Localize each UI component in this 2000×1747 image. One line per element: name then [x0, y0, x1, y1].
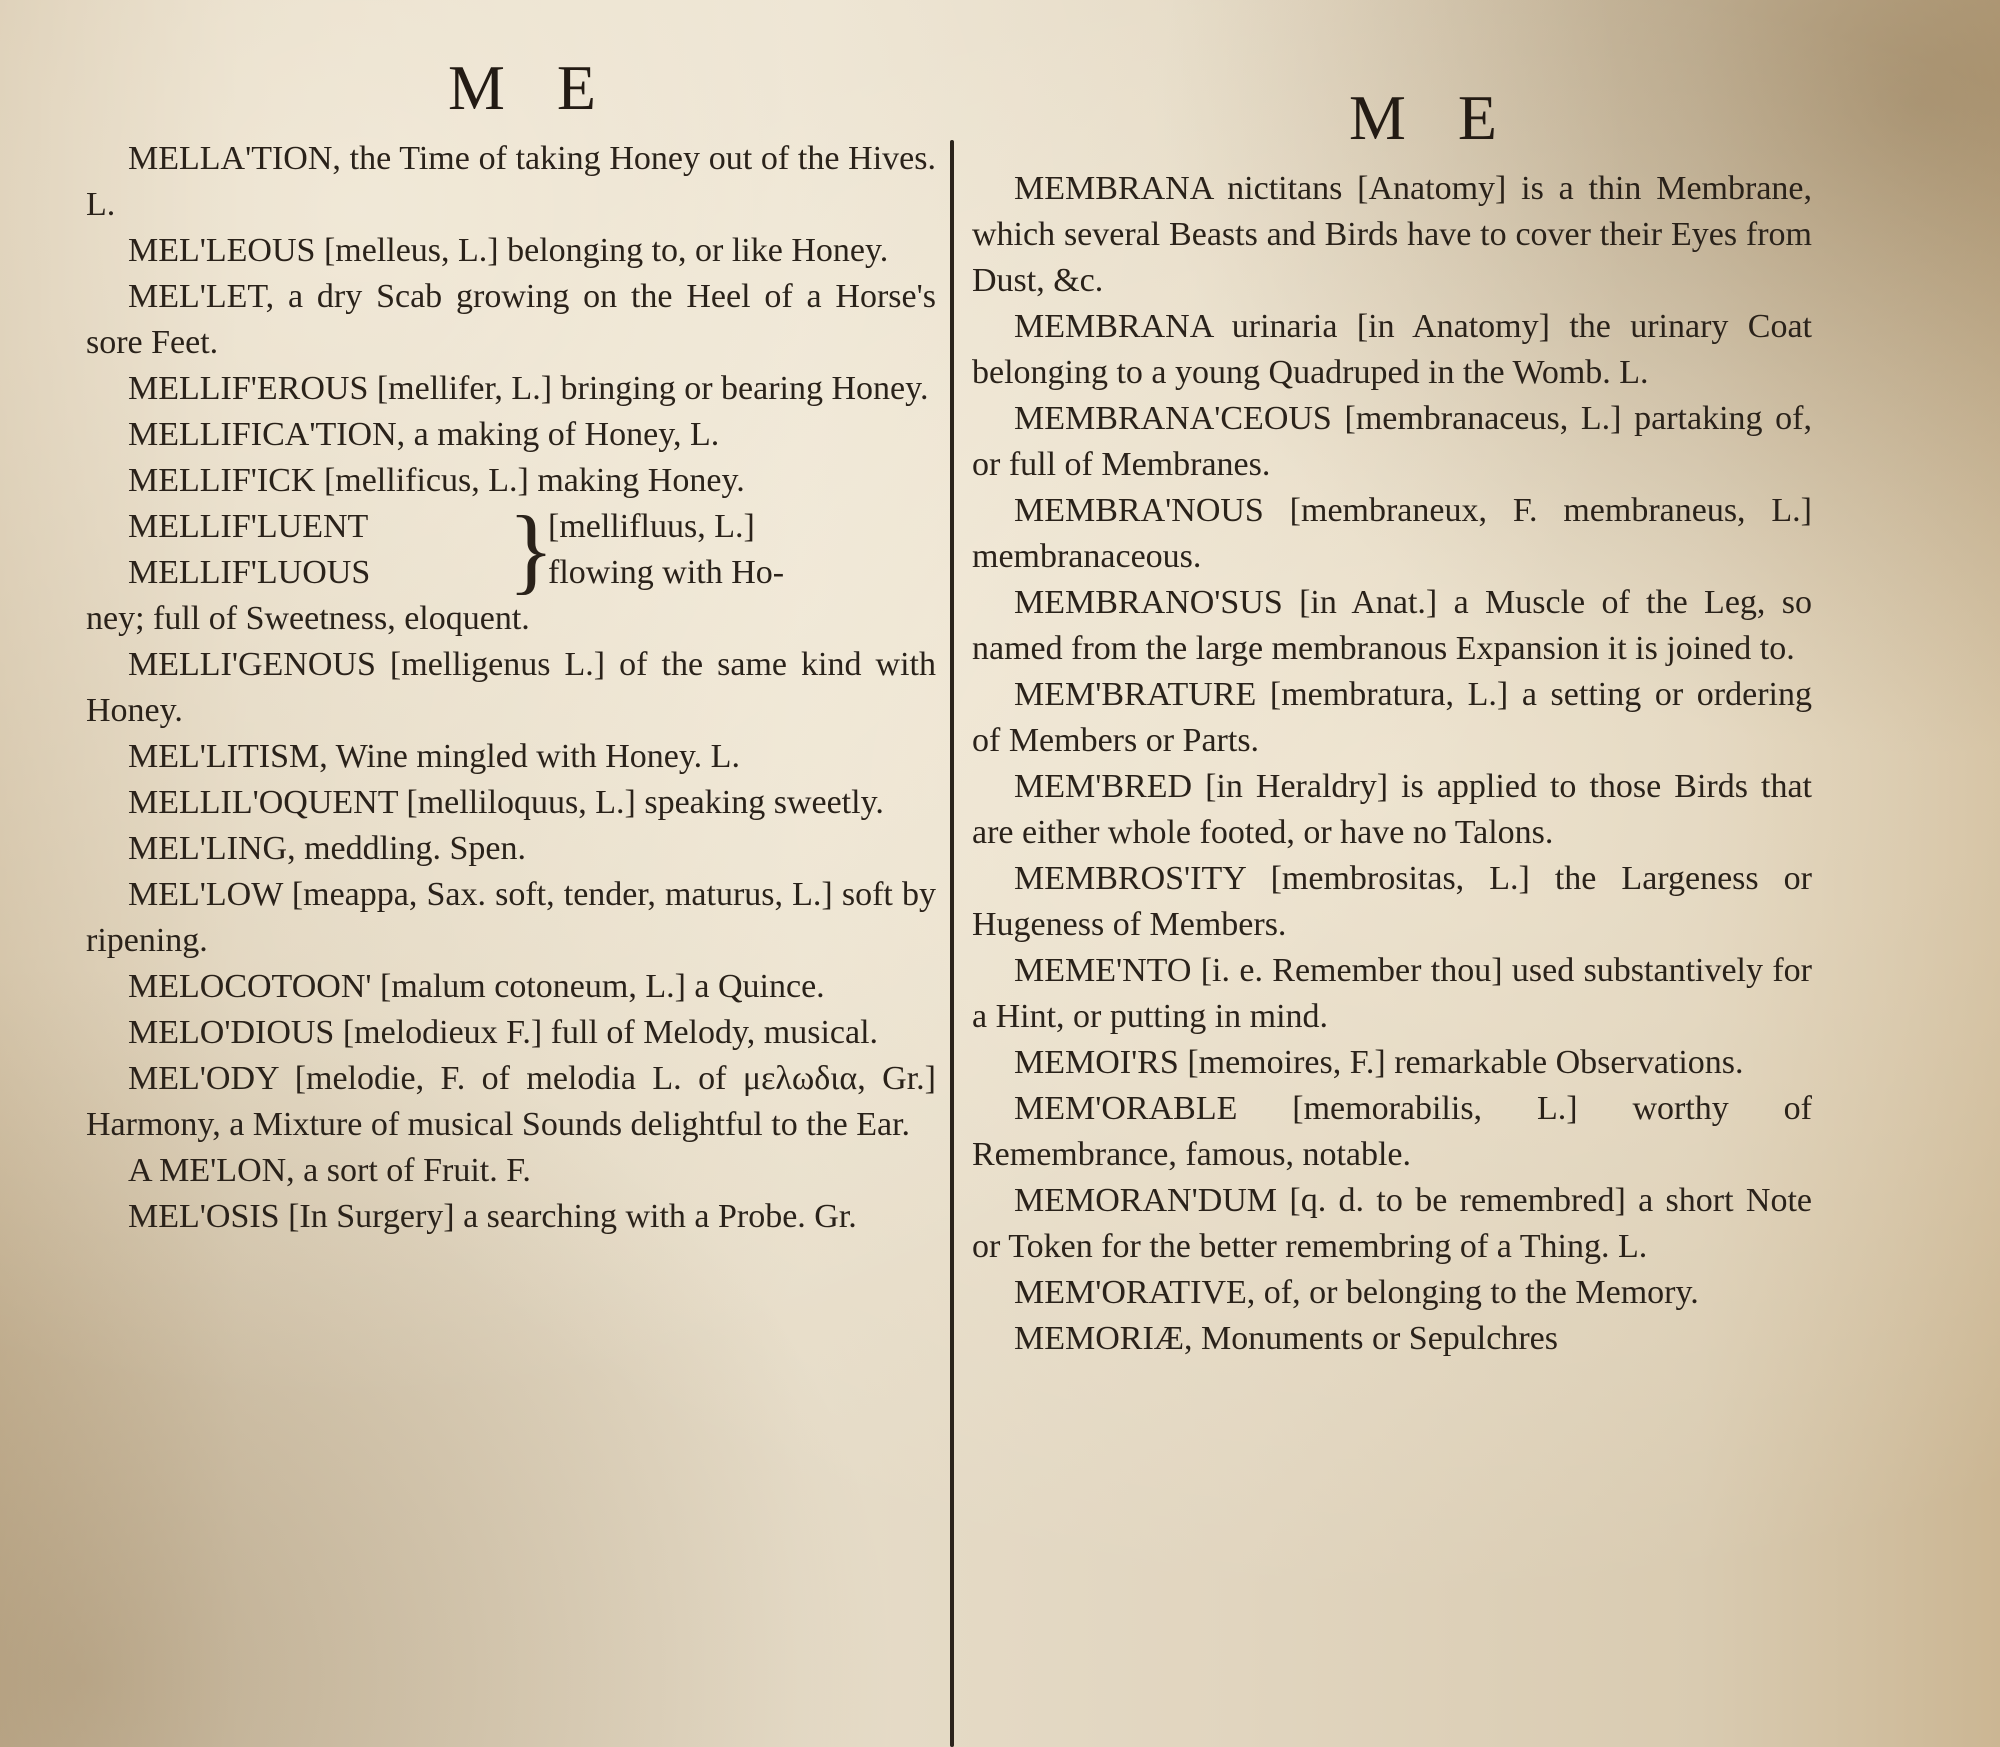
dictionary-entry: MEL'LING, meddling. Spen. [128, 830, 527, 867]
braced-definition-tail: ney; full of Sweetness, eloquent. [86, 600, 530, 637]
left-entries-b [86, 642, 936, 1240]
column-divider [950, 140, 954, 1747]
definition-line: [mellifluus, L.] [548, 508, 755, 545]
right-running-head: M E [1349, 82, 1515, 153]
dictionary-entry: MEMORIÆ, Monuments or Sepulchres [1014, 1320, 1558, 1357]
dictionary-entry: MEME'NTO [i. e. Remember thou] used substantively for a Hint, or putting in mind. [972, 952, 1812, 1035]
right-entries [972, 166, 1812, 1362]
dictionary-entry: MEL'ODY [melodie, F. of melodia L. of μελωδια, Gr.] Harmony, a Mixture of musical Sounds delightful to the Ear. [86, 1060, 936, 1143]
dictionary-entry: MELOCOTOON' [malum cotoneum, L.] a Quince. [128, 968, 825, 1005]
dictionary-entry: A ME'LON, a sort of Fruit. F. [128, 1152, 531, 1189]
left-running-head: M E [448, 52, 614, 123]
braced-entry [86, 496, 936, 603]
dictionary-entry: MEL'OSIS [In Surgery] a searching with a Probe. Gr. [128, 1198, 857, 1235]
dictionary-entry: MEL'LITISM, Wine mingled with Honey. L. [128, 738, 740, 775]
dictionary-entry: MEMORAN'DUM [q. d. to be remembred] a short Note or Token for the better remembring of a Thing. L. [972, 1182, 1812, 1265]
right-column [972, 78, 1812, 1362]
dictionary-entry: MELLIL'OQUENT [melliloquus, L.] speaking sweetly. [128, 784, 884, 821]
curly-brace: } [508, 496, 555, 603]
headword: MELLIF'LUENT [128, 508, 369, 545]
braced-headwords [86, 504, 508, 596]
dictionary-entry: MEL'LEOUS [melleus, L.] belonging to, or like Honey. [128, 232, 889, 269]
dictionary-entry: MEMBRANO'SUS [in Anat.] a Muscle of the Leg, so named from the large membranous Expansion it is joined to. [972, 584, 1812, 667]
dictionary-entry: MEM'ORATIVE, of, or belonging to the Memory. [1014, 1274, 1699, 1311]
dictionary-entry: MELLIF'EROUS [mellifer, L.] bringing or bearing Honey. [128, 370, 929, 407]
dictionary-entry: MEMBRANA nictitans [Anatomy] is a thin Membrane, which several Beasts and Birds have to cover their Eyes from Dust, &c. [972, 170, 1812, 299]
dictionary-entry: MEMBROS'ITY [membrositas, L.] the Largeness or Hugeness of Members. [972, 860, 1812, 943]
dictionary-entry: MEM'ORABLE [memorabilis, L.] worthy of Remembrance, famous, notable. [972, 1090, 1812, 1173]
dictionary-entry: MEM'BRATURE [membratura, L.] a setting or ordering of Members or Parts. [972, 676, 1812, 759]
left-column [86, 48, 936, 1240]
dictionary-entry: MEMBRANA'CEOUS [membranaceus, L.] partaking of, or full of Membranes. [972, 400, 1812, 483]
dictionary-entry: MELLIF'ICK [mellificus, L.] making Honey. [128, 462, 745, 499]
dictionary-entry: MELLI'GENOUS [melligenus L.] of the same kind with Honey. [86, 646, 936, 729]
definition-line: flowing with Ho- [548, 554, 785, 591]
dictionary-entry: MEMOI'RS [memoires, F.] remarkable Observations. [1014, 1044, 1744, 1081]
left-entries-a [86, 136, 936, 504]
dictionary-entry: MEL'LOW [meappa, Sax. soft, tender, maturus, L.] soft by ripening. [86, 876, 936, 959]
dictionary-entry: MELO'DIOUS [melodieux F.] full of Melody, musical. [128, 1014, 879, 1051]
dictionary-entry: MEM'BRED [in Heraldry] is applied to those Birds that are either whole footed, or have no Talons. [972, 768, 1812, 851]
braced-definition [548, 504, 936, 596]
headword: MELLIF'LUOUS [128, 554, 371, 591]
dictionary-entry: MEMBRA'NOUS [membraneux, F. membraneus, L.] membranaceous. [972, 492, 1812, 575]
dictionary-entry: MEL'LET, a dry Scab growing on the Heel of a Horse's sore Feet. [86, 278, 936, 361]
dictionary-entry: MEMBRANA urinaria [in Anatomy] the urinary Coat belonging to a young Quadruped in the Womb. L. [972, 308, 1812, 391]
dictionary-entry: MELLA'TION, the Time of taking Honey out of the Hives. L. [86, 140, 936, 223]
dictionary-entry: MELLIFICA'TION, a making of Honey, L. [128, 416, 720, 453]
